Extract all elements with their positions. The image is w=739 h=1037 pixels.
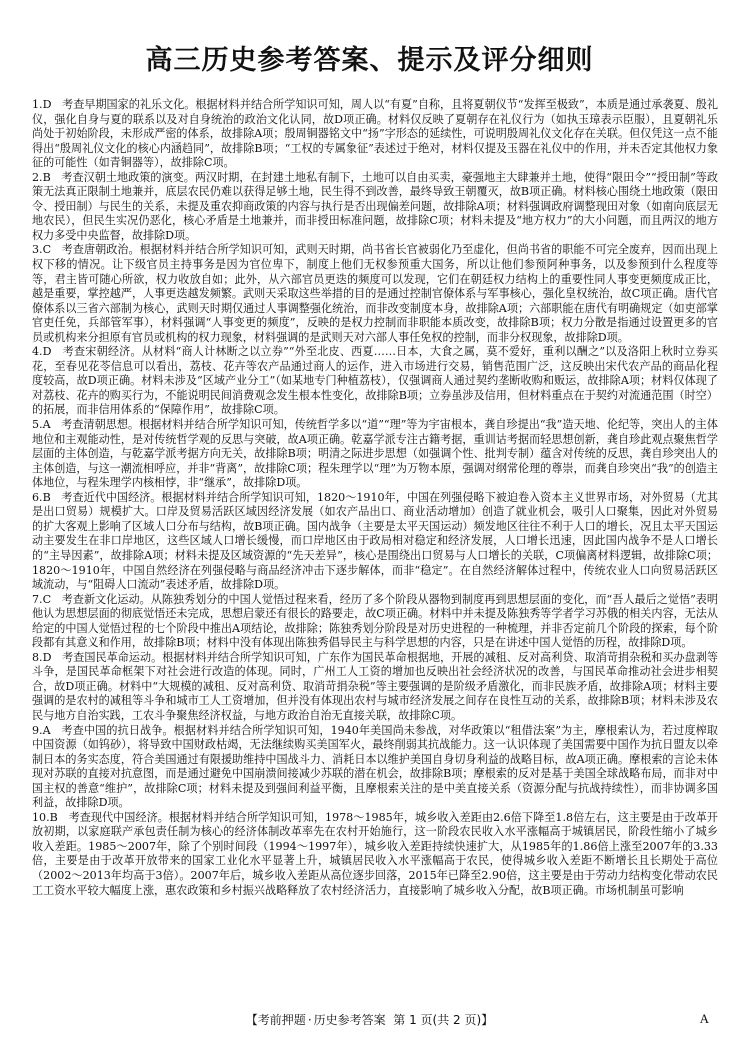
answer-item: [32, 491, 718, 593]
answer-explanation: 考查唐朝政治。根据材料并结合所学知识可知，武则天时期，尚书省长官被弱化乃至虚化，但尚书省的职能不可完全废弃，因而出现上权下移的情况。让下级官员主持事务是因为官位卑下，制度上他们无权参预重大国务，所以让他们参预阿种事务，以及参预到什么程度等等，君主皆可随心所欲，权力收放自如；此外，从六部官员更迭的频度可以发现，它们在朝廷权力结构上的重要性同人事变更频度成正比，越是重要，掌控越严，人事更迭越发频繁。武则天采取这些举措的目的是通过控制官僚体系与军事核心，强化皇权统治，故C项正确。唐代官僚体系以三省六部制为核心，武则天时期仅通过人事调整强化统治，而非改变制度本身，故排除A项；六部职能在唐代有明确规定（如吏部掌官吏任免，兵部管军事），材料强调“人事变更的频度”，反映的是权力控制而非职能本质改变，故排除B项；权力分散是指通过设置更多的官员或机构来分担原有官员或机构的权力现象，材料强调的是武则天对六部人事任免权的控制，而非分权现象，故排除D项。: [32, 243, 718, 344]
answer-explanation: 考查清朝思想。根据材料并结合所学知识可知，传统哲学多以“道”“理”等为宇宙根本，龚自珍提出“我”造天地、伦纪等，突出人的主体地位和主观能动性，是对传统哲学观的反思与突破，故A项正确。乾嘉学派专注古籍考据，重训诂考据而轻思想创新，龚自珍此观点聚焦哲学层面的主体创造，与乾嘉学派考据方向无关，故排除B项；明清之际进步思想（如强调个性、批判专制）蕴含对传统的反思，龚自珍突出人的主体创造，与这一潮流相呼应，并非“背离”，故排除C项；程朱理学以“理”为万物本原，强调对纲常伦理的尊崇，而龚自珍突出“我”的创造主体地位，与程朱理学内核相悖，非“继承”，故排除D项。: [32, 418, 718, 490]
answer-explanation: 考查现代中国经济。根据材料并结合所学知识可知，1978～1985年，城乡收入差距由2.6倍下降至1.8倍左右，这主要是由于改革开放初期，以家庭联产承包责任制为核心的经济体制改革率先在农村开始施行，这一阶段农民收入水平涨幅高于城镇居民，阶段性缩小了城乡收入差距。1985～2007年，除了个别时间段（1994～1997年），城乡收入差距持续快速扩大，从1985年的1.86倍上涨至2007年的3.33倍，主要是由于改革开放带来的国家工业化水平显著上升，城镇居民收入水平涨幅高于农民，使得城乡收入差距不断增长且长期处于高位（2002～2013年均高于3倍）。2007年后，城乡收入差距从高位逐步回落，2015年已降至2.90倍，这主要是由于劳动力结构变化带动农民工工资水平较大幅度上涨，惠农政策和乡村振兴战略释放了农村经济活力，直接影响了城乡收入分配，故B项正确。市场机制虽可影响: [32, 810, 718, 897]
version-label: A: [699, 1011, 709, 1026]
answer-item: [32, 171, 718, 244]
question-number: 8.: [32, 650, 43, 664]
question-number: 3.: [32, 243, 43, 257]
answer-explanation: 考查国民革命运动。根据材料并结合所学知识可知，广东作为国民革命根据地，开展的减租、反对高利贷、取消苛捐杂税和买办盘剥等斗争，是国民革命框架下对社会进行改造的体现。同时，广州工人工资的增加也反映出社会经济状况的改善，与国民革命推动社会进步相契合，故D项正确。材料中“大规模的减租、反对高利贷、取消苛捐杂税”等主要强调的是阶级矛盾激化，而非民族矛盾，故排除A项；材料主要强调的是农村的减租等斗争和城市工人工资增加，但并没有体现出农村与城市经济发展之间存在良性互动的关系，故排除B项；材料未涉及农民与地方自治实践，工农斗争聚焦经济权益，与地方政治自治无直接关联，故排除C项。: [32, 650, 718, 722]
answer-item: [32, 651, 718, 724]
answer-letter: A: [42, 418, 51, 432]
footer-bullet: ·: [307, 1013, 312, 1027]
answer-explanation: 考查宋朝经济。从材料“商人计林断之以立券”“外至北皮、西夏……日本，大食之属，莫不爱好，重利以酬之”以及洛阳上秋时立券买花，至春见花苓信息可以看出，荔枝、花卉等农产品通过商人的运作，进入市场进行交易，销售范围广泛，这反映出宋代农产品的商品化程度较高，故D项正确。材料未涉及“区域产业分工”（如某地专门种植荔枝），仅强调商人通过契约垄断收购和贩运，故排除A项；材料仅体现了对荔枝、花卉的购买行为，不能说明民间消费观念发生根本性变化，故排除B项；立券虽涉及信用，但材料重点在于契约对流通范围（时空）的拓展，而非信用体系的“保障作用”，故排除C项。: [32, 345, 718, 417]
answer-letter: C: [42, 592, 52, 606]
answer-item: [32, 593, 718, 651]
answer-letter: B: [42, 170, 51, 184]
question-number: 10.: [32, 810, 50, 824]
answer-item: [32, 98, 718, 171]
answer-explanation: 考查近代中国经济。根据材料并结合所学知识可知，1820～1910年，中国在列强侵略下被迫卷入资本主义世界市场，对外贸易（尤其是出口贸易）规模扩大。口岸及贸易活跃区域因经济发展（如农产品出口、商业活动增加）创造了就业机会，吸引人口聚集，因此对外贸易的扩大客观上影响了区域人口分布与结构，故B项正确。国内战争（主要是太平天国运动）频发地区往往不利于人口的增长，况且太平天国运动主要发生在非口岸地区，这些区域人口增长缓慢，而口岸地区由于政局相对稳定和经济发展，人口增长迅速，因此国内战争不是人口增长的“主导因素”，故排除A项；材料未提及区域资源的“先天差异”，核心是围绕出口贸易与人口增长的关联，C项偏离材料逻辑，故排除C项；1820～1910年，中国自然经济在列强侵略与商品经济冲击下逐步解体，而非“稳定”。在自然经济解体过程中，传统农业人口向贸易活跃区域流动，与“阻碍人口流动”表述矛盾，故排除D项。: [32, 490, 718, 592]
answer-letter: B: [49, 810, 58, 824]
answer-item: [32, 243, 718, 345]
answer-letter: A: [42, 723, 51, 737]
footer-brand: 【考前押题: [245, 1013, 306, 1027]
answer-list: [32, 98, 718, 898]
footer-subject: 历史参考答案: [313, 1013, 386, 1027]
question-number: 6.: [32, 490, 43, 504]
page-footer: [0, 1011, 739, 1028]
question-number: 4.: [32, 345, 43, 359]
answer-letter: D: [42, 98, 52, 111]
answer-letter: C: [42, 243, 52, 257]
answer-explanation: 考查中国的抗日战争。根据材料并结合所学知识可知，1940年美国尚未参战，对华政策以“租借法案”为主，摩根索认为，若过度榨取中国资源（如钨砂），将导致中国财政枯竭，无法继续购买美国军火，最终削弱其抗战能力。这一认识体现了美国需要中国作为抗日盟友以牵制日本的务实态度，符合美国通过有限援助维持中国战斗力、消耗日本以维护美国自身切身利益的战略目标，故A项正确。摩根索的言论未体现对苏联的直接对抗意图，而是通过避免中国崩溃间接减少苏联的潜在机会，故排除B项；摩根索的反对是基于美国全球战略布局，而非对中国主权的善意“维护”，故排除C项；材料未提及到强间利益平衡，且摩根索关注的是中美直接关系（资源分配与抗战持续性），而非协调多国利益，故排除D项。: [32, 723, 718, 810]
answer-letter: D: [42, 650, 52, 664]
answer-letter: D: [42, 345, 52, 359]
answer-letter: B: [42, 490, 51, 504]
question-number: 5.: [32, 418, 43, 432]
answer-item: [32, 724, 718, 811]
answer-explanation: 考查早期国家的礼乐文化。根据材料并结合所学知识可知，周人以“有夏”自称，且将夏朝仪节“发挥至极致”，本质是通过承袭夏、殷礼仪，强化自身与夏的联系以及对自身统治的政治文化认同，故D项正确。材料仅反映了夏朝存在礼仪行为（如执玉璋表示臣服），且夏朝礼乐尚处于初始阶段，未形成严密的体系，故排除A项；殷周铜器铭文中“扬”字形态的延续性，可说明殷周礼仪文化存在关联。但仅凭这一点不能得出“殷周礼仪文化的核心内涵趋同”，故排除B项；“工权的专属象征”表述过于绝对，材料仅提及玉器在礼仪中的作用，并未否定其他权力象征的可能性（如青铜器等），故排除C项。: [32, 98, 718, 170]
question-number: 7.: [32, 592, 43, 606]
answer-explanation: 考查汉朝土地政策的演变。两汉时期，在封建土地私有制下，土地可以自由买卖，豪强地主大肆兼并土地，使得“限田令”“授田制”等政策无法真正限制土地兼并，底层农民仍难以获得足够土地，民生得不到改善，最终导致王朝覆灭，故B项正确。材料核心围绕土地政策（限田令、授田制）与民生的关系，未提及重农抑商政策的内容与执行是否出现偏差问题，故排除A项；材料强调政府调整现田对象（如南向底层无地农民），但民生实况仍恶化，核心矛盾是土地兼并，而非授田标准问题，故排除C项；材料未提及“地方权力”的大小问题，而且两汉的地方权力多受中央监督，故排除D项。: [32, 170, 718, 242]
question-number: 2.: [32, 170, 43, 184]
footer-page-number: 第 1 页(共 2 页)】: [393, 1013, 494, 1027]
answer-explanation: 考查新文化运动。从陈独秀划分的中国人觉悟过程来看，经历了多个阶段从器物到制度再到思想层面的变化，而“吾人最后之觉悟”表明他认为思想层面的彻底觉悟还未完成，思想启蒙还有很长的路要走，故C项正确。材料中并未提及陈独秀等学者学习苏俄的相关内容，无法从给定的中国人觉悟过程的七个阶段中推出A项结论，故排除；陈独秀划分阶段是对历史进程的一种梳理，并非否定前几个阶段的探索，每个阶段都有其意义和作用，故排除B项；材料中没有体现出陈独秀倡导民主与科学思想的内容，只是在讲述中国人觉悟的历程，故排除D项。: [32, 592, 718, 650]
answer-item: [32, 345, 718, 418]
question-number: 1.: [32, 98, 43, 111]
question-number: 9.: [32, 723, 43, 737]
answer-item: [32, 418, 718, 491]
page-title: 高三历史参考答案、提示及评分细则: [145, 45, 594, 76]
answer-item: [32, 811, 718, 898]
